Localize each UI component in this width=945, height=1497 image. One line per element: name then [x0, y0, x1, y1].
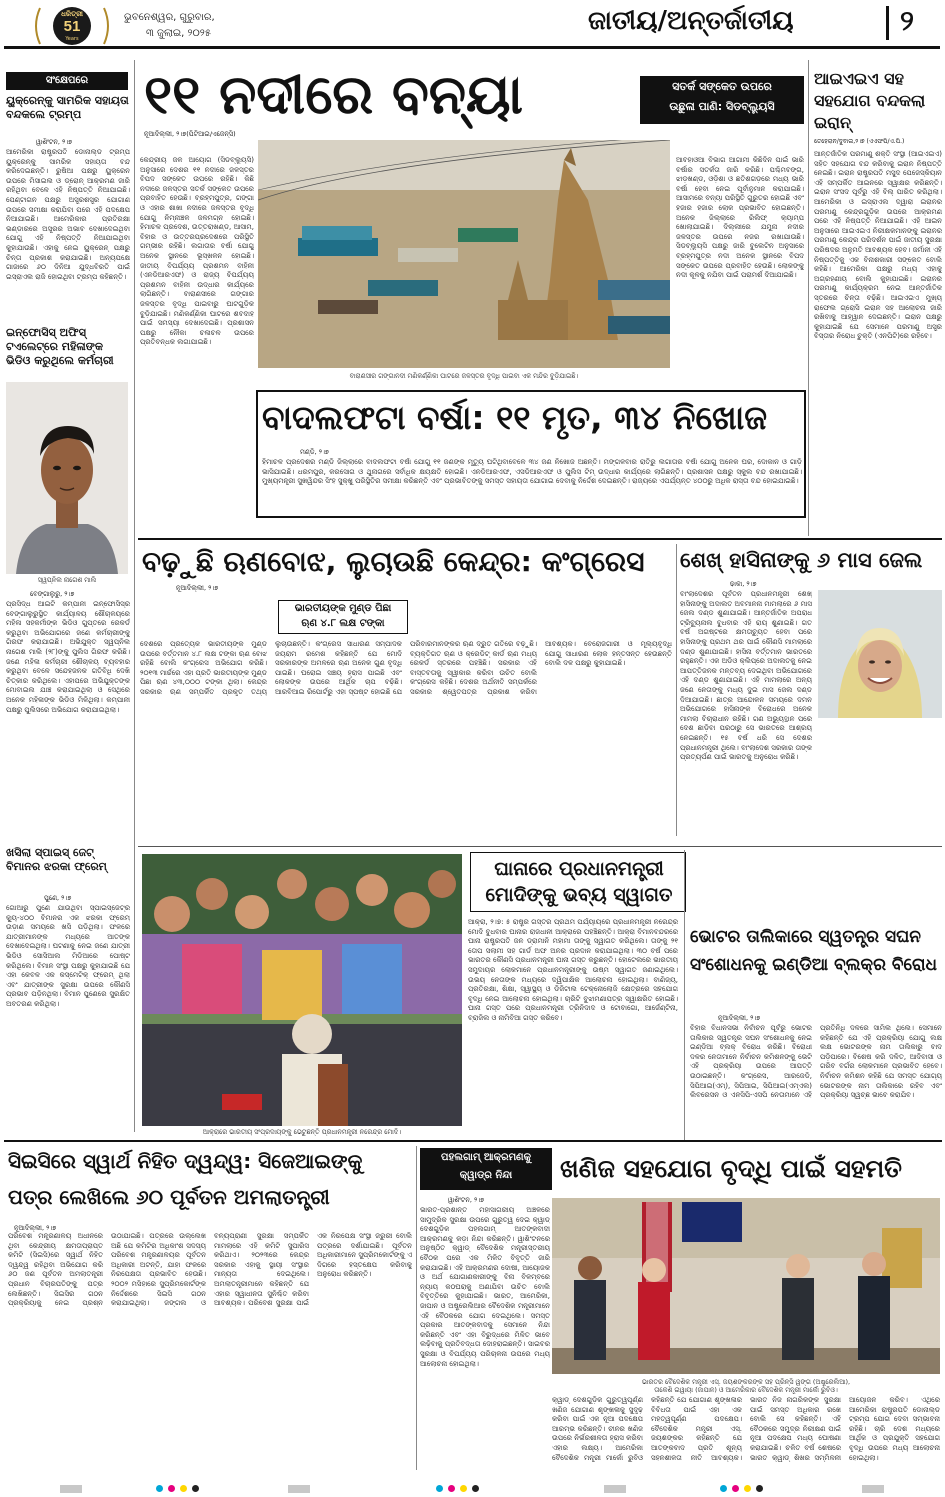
voters-headline-line2: ସଂଶୋଧନକୁ ଇଣ୍ଡିଆ ବ୍ଲକ୍‌ର ବିରୋଧ [690, 955, 938, 975]
brief-dateline-infosys: ବେଙ୍ଗାଲୁରୁ, ୨।୭ [30, 590, 75, 598]
modi-headline-line2: ମୋଦିଙ୍କୁ ଭବ୍ୟ ସ୍ୱାଗତ [485, 884, 673, 906]
registration-black-dot [192, 1485, 199, 1492]
flood-dateline: ନୂଆଦିଲ୍ଲୀ, ୨।୭(ପିଟିଆଇ/ଏଜେନ୍ସି) [144, 130, 236, 138]
registration-black-dot-3 [756, 1485, 763, 1492]
brief-headline-ukraine: ୟୁକ୍ରେନ୍‌କୁ ସାମରିକ ସହାୟତା ବନ୍ଦକଲେ ଟ୍ରମ୍ପ [6, 94, 129, 121]
registration-yellow-dot-3 [744, 1485, 751, 1492]
hasina-dateline: ଢାକା, ୨।୭ [730, 580, 757, 588]
voters-body: ବିହାର ବିଧାନସଭା ନିର୍ବାଚନ ପୂର୍ବରୁ ଭୋଟର ତାଲିକାର ସ୍ୱତନ୍ତ୍ର ସଘନ ସଂଶୋଧନକୁ ନେଇ ଇଣ୍ଡିଆ ବ୍ଲକ୍ ବିରୋଧ କରିଛି। ବିରୋଧୀ ଦଳର ନେତାମାନେ ନିର୍ବାଚନ କମିଶନଙ୍କୁ ଭେଟି ଏହି ପ୍ରକ୍ରିୟା ଉପରେ ଆପତ୍ତି ଉଠାଇଛନ୍ତି। କଂଗ୍ରେସ, ଆରଜେଡି, ସିପିଆଇ(ଏମ୍), ସିପିଆଇ, ସିପିଆଇ(ଏମ୍ଏଲ) ଲିବରେସନ ଓ ଏନସିପି-ଏସପି ନେତାମାନେ ଏହି ପ୍ରତିନିଧି ଦଳରେ ସାମିଲ ଥିଲେ। ସେମାନେ କହିଛନ୍ତି ଯେ ଏହି ପ୍ରକ୍ରିୟା ଯୋଗୁ ଲକ୍ଷ ଲକ୍ଷ ଭୋଟରଙ୍କ ନାମ ତାଲିକାରୁ ବାଦ ପଡ଼ିପାରେ। ବିଶେଷ କରି ଦଳିତ, ଆଦିବାସୀ ଓ ଗରିବ ବର୍ଗର ଲୋକମାନେ ପ୍ରଭାବିତ ହେବେ। ନିର୍ବାଚନ କମିଶନ କହିଛି ଯେ ସମସ୍ତ ଯୋଗ୍ୟ ଭୋଟରଙ୍କ ନାମ ତାଲିକାରେ ରହିବ ଏବଂ ପ୍ରକ୍ରିୟା ସ୍ୱଚ୍ଛ ଭାବେ କରାଯିବ। [690, 1024, 942, 1100]
pahalgam-tag-line1: ପହଲଗାମ୍ ଆକ୍ରମଣକୁ [440, 1152, 531, 1163]
registration-black-dot-2 [472, 1485, 479, 1492]
registration-magenta-dot-2 [448, 1485, 455, 1492]
cji-quad-divider [416, 1146, 417, 1470]
cloudburst-dateline: ମଣ୍ଡି, ୨।୭ [300, 448, 329, 456]
masthead-logo [30, 4, 114, 48]
flood-kicker-top: ସତର୍କ ସଙ୍କେତ ଉପରେ [672, 80, 772, 93]
masthead-date-line1: ଭୁବନେଶ୍ୱର, ଗୁରୁବାର, [124, 12, 215, 23]
flood-kicker-bottom: ଉଛୁଳା ପାଣି: ସିଡବ୍ଲ୍ୟୁସି [669, 100, 775, 113]
registration-block-4 [862, 1485, 884, 1493]
flood-photo-caption: ବାରାଣସୀର ଗଙ୍ଗାନଦୀ ମଣିକର୍ଣ୍ଣିକା ଘାଟରେ ଜଳସ୍ତର ବୃଦ୍ଧି ପାଇବା ଏକ ମନ୍ଦିର ବୁଡ଼ିଯାଇଛି। [349, 372, 579, 380]
congress-body: ଦେଶରେ ପ୍ରତ୍ୟେକ ଭାରତୀୟଙ୍କ ମୁଣ୍ଡ ଉପରେ ବର୍ତ୍ତମାନ ୪.୮ ଲକ୍ଷ ଟଙ୍କା ଋଣ ବୋଝ ରହିଛି ବୋଲି କଂଗ୍ରେସ ଅଭିଯୋଗ କରିଛି। ୨୦୧୩ ମାର୍ଚ୍ଚରେ ଏହା ପ୍ରତି ଭାରତୀୟଙ୍କ ମୁଣ୍ଡ ପିଛା ଋଣ ୪୩,୦୦୦ ଟଙ୍କା ଥିଲା। କେନ୍ଦ୍ର ସରକାର ଋଣ ସମ୍ପର୍କିତ ପ୍ରକୃତ ତଥ୍ୟ ଲୁଚାଉଛନ୍ତି। କଂଗ୍ରେସ ସାଧାରଣ ସମ୍ପାଦକ ଜୟରାମ ରମେଶ କହିଛନ୍ତି ଯେ ମୋଦି ସରକାରଙ୍କ ଅମଳରେ ଋଣ ଅନେକ ଗୁଣ ବୃଦ୍ଧି ପାଇଛି। ଘରୋଇ ସଞ୍ଚୟ ହ୍ରାସ ପାଇଛି ଏବଂ ଲୋକଙ୍କ ଉପରେ ଆର୍ଥିକ ଚାପ ବଢ଼ିଛି। ଆରବିଆଇ ରିପୋର୍ଟରୁ ଏହା ସ୍ପଷ୍ଟ ହୋଇଛି ଯେ ପରିବାରମାନଙ୍କର ଋଣ ଦ୍ରୁତ ଗତିରେ ବଢ଼ୁଛି। ବ୍ୟକ୍ତିଗତ ଋଣ ଓ କ୍ରେଡିଟ୍ କାର୍ଡ ଋଣ ମଧ୍ୟ ରେକର୍ଡ ସ୍ତରରେ ପହଞ୍ଚିଛି। ସରକାର ଏହି ବାସ୍ତବତାକୁ ସ୍ୱୀକାର କରିବା ଉଚିତ ବୋଲି କଂଗ୍ରେସ କହିଛି। ଦେଶର ଅର୍ଥନୀତି ସମ୍ପର୍କରେ ସରକାର ଶ୍ୱେତପତ୍ର ପ୍ରକାଶ କରିବା ଆବଶ୍ୟକ। ବେରୋଜଗାରୀ ଓ ମୂଲ୍ୟବୃଦ୍ଧି ଯୋଗୁ ସାଧାରଣ ଲୋକ ହନ୍ତସନ୍ତ ହେଉଛନ୍ତି ବୋଲି ଦଳ ପକ୍ଷରୁ କୁହାଯାଇଛି। [140, 640, 672, 696]
registration-magenta-dot-3 [732, 1485, 739, 1492]
registration-block-3 [604, 1485, 626, 1493]
cji-dateline: ନୂଆଦିଲ୍ଲୀ, ୨।୭ [14, 1224, 57, 1232]
registration-yellow-dot [180, 1485, 187, 1492]
quad-ministers-photo [552, 1198, 940, 1374]
registration-yellow-dot-2 [460, 1485, 467, 1492]
logo-title: ଧରିତ୍ରୀ [61, 10, 83, 18]
registration-block-2 [288, 1485, 310, 1493]
modi-headline-box [470, 852, 686, 912]
registration-cyan-dot [156, 1485, 163, 1492]
modi-headline-line1: ଘାନାରେ ପ୍ରଧାନମନ୍ତ୍ରୀ [494, 858, 664, 880]
hasina-body-continued [818, 722, 942, 834]
logo-years-word: Years [65, 36, 79, 42]
modi-photo-caption: ଆକ୍ରାରେ ଭାରତୀୟ ସଂପ୍ରଦାୟଙ୍କୁ ଭେଟୁଛନ୍ତି ପ୍ରଧାନମନ୍ତ୍ରୀ ନରେନ୍ଦ୍ର ମୋଦି। [202, 1128, 402, 1136]
pahalgam-body: ଭାରତ-ପ୍ରଶାନ୍ତ ମହାସାଗରୀୟ ଅଞ୍ଚଳରେ ସାମୁଦ୍ରିକ ସୁରକ୍ଷା ଉପରେ ଗୁରୁତ୍ୱ ଦେଇ କ୍ୱାଡ୍ ଦେଶଗୁଡ଼ିକ ପହଲଗାମ୍ ଆତଙ୍କବାଦୀ ଆକ୍ରମଣକୁ କଡ଼ା ନିନ୍ଦା କରିଛନ୍ତି। ୱାଶିଂଟନରେ ଅନୁଷ୍ଠିତ କ୍ୱାଡ୍ ବୈଦେଶିକ ମନ୍ତ୍ରୀସ୍ତରୀୟ ବୈଠକ ପରେ ଏକ ମିଳିତ ବିବୃତ୍ତି ଜାରି କରାଯାଇଛି। ଏହି ଆକ୍ରମଣର ଦୋଷୀ, ଆୟୋଜକ ଓ ଅର୍ଥ ଯୋଗାଣକାରୀଙ୍କୁ ବିନା ବିଳମ୍ବରେ ନ୍ୟାୟ କଠଘରାକୁ ଅଣାଯିବା ଉଚିତ ବୋଲି ବିବୃତ୍ତିରେ କୁହାଯାଇଛି। ଭାରତ, ଆମେରିକା, ଜାପାନ ଓ ଅଷ୍ଟ୍ରେଲିଆର ବୈଦେଶିକ ମନ୍ତ୍ରୀମାନେ ଏହି ବୈଠକରେ ଯୋଗ ଦେଇଥିଲେ। ସମସ୍ତ ପ୍ରକାର ଆତଙ୍କବାଦକୁ ସେମାନେ ନିନ୍ଦା କରିଛନ୍ତି ଏବଂ ଏହା ବିରୁଦ୍ଧରେ ମିଳିତ ଭାବେ ଲଢ଼ିବାକୁ ପ୍ରତିବଦ୍ଧତା ଦୋହରାଇଛନ୍ତି। ସାଇବର ସୁରକ୍ଷା ଓ ବିପର୍ଯ୍ୟୟ ପରିଚାଳନା ଉପରେ ମଧ୍ୟ ଆଲୋଚନା ହୋଇଥିଲା। [420, 1206, 550, 1368]
hasina-body: ବାଂଲାଦେଶର ପୂର୍ବତନ ପ୍ରଧାନମନ୍ତ୍ରୀ ଶେଖ୍ ହାସିନାଙ୍କୁ ଅଦାଲତ ଅବମାନନା ମାମଲାରେ ୬ ମାସ ଜେଲ ଦଣ୍ଡ ଶୁଣାଯାଇଛି। ଆନ୍ତର୍ଜାତିକ ଅପରାଧ ଟ୍ରିବ୍ୟୁନାଲ ବୁଧବାର ଏହି ରାୟ ଶୁଣାଇଛି। ଗତ ବର୍ଷ ଅଗଷ୍ଟରେ କ୍ଷମତାଚ୍ୟୁତ ହେବା ପରେ ହାସିନାଙ୍କୁ ପ୍ରଥମ ଥର ପାଇଁ କୌଣସି ମାମଲାରେ ଦଣ୍ଡ ଶୁଣାଯାଇଛି। ହାସିନା ବର୍ତ୍ତମାନ ଭାରତରେ ରହୁଛନ୍ତି। ଏକ ଅଡିଓ କ୍ଲିପ୍‌ରେ ଅଦାଲତକୁ ନେଇ ଆପତ୍ତିଜନକ ମନ୍ତବ୍ୟ ଦେଇଥିବା ଅଭିଯୋଗରେ ଏହି ଦଣ୍ଡ ଶୁଣାଯାଇଛି। ଏହି ମାମଲାରେ ଅନ୍ୟ ଜଣେ ନେତାଙ୍କୁ ମଧ୍ୟ ଦୁଇ ମାସ ଜେଲ ଦଣ୍ଡ ଦିଆଯାଇଛି। ଛାତ୍ର ଆନ୍ଦୋଳନ ସମୟରେ ଦମନ ଅଭିଯୋଗରେ ହାସିନାଙ୍କ ବିରୋଧରେ ଅନେକ ମାମଲା ବିଚାରାଧୀନ ରହିଛି। ଗଣ ଅଭ୍ୟୁତ୍ଥାନ ପରେ ଦେଶ ଛାଡ଼ିବା ପରଠାରୁ ସେ ଭାରତରେ ଆଶ୍ରୟ ନେଇଛନ୍ତି। ୧୫ ବର୍ଷ ଧରି ସେ ଦେଶର ପ୍ରଧାନମନ୍ତ୍ରୀ ଥିଲେ। ବାଂଲାଦେଶ ସରକାର ତାଙ୍କ ପ୍ରତ୍ୟର୍ପଣ ପାଇଁ ଭାରତକୁ ଅନୁରୋଧ କରିଛି। [680, 590, 812, 762]
cji-headline-line1: ସିଇସିରେ ସ୍ୱାର୍ଥ ନିହିତ ଦ୍ୱନ୍ଦ୍ୱ: ସିଜେଆଇଙ୍କୁ [8, 1149, 363, 1173]
masthead-rule [4, 46, 940, 49]
flood-body-col1: କେନ୍ଦ୍ରୀୟ ଜଳ ଆୟୋଗ (ସିଡବ୍ଲ୍ୟୁସି) ଅନୁସାରେ ଦେଶର ୧୧ ନଦୀରେ ଜଳସ୍ତର ବିପଦ ସଙ୍କେତ ଉପରେ ରହିଛି। କିଛି ନଦୀରେ ଜଳସ୍ତର ସତର୍କ ସଙ୍କେତ ଉପରେ ପ୍ରବାହିତ ହେଉଛି। ବ୍ରହ୍ମପୁତ୍ର, ଗଙ୍ଗା ଓ ଏହାର ଶାଖା ନଦୀରେ ଜଳସ୍ତର ବୃଦ୍ଧି ଯୋଗୁ ନିମ୍ନାଞ୍ଚଳ ଜଳମଗ୍ନ ହୋଇଛି। ହିମାଚଳ ପ୍ରଦେଶ, ଉତ୍ତରାଖଣ୍ଡ, ଆସାମ, ବିହାର ଓ ଉତ୍ତରପ୍ରଦେଶରେ ପରିସ୍ଥିତି ଗମ୍ଭୀର ରହିଛି। ଲଗାତାର ବର୍ଷା ଯୋଗୁ ଅନେକ ସ୍ଥାନରେ ଭୂସ୍ଖଳନ ହୋଇଛି। ଜାତୀୟ ବିପର୍ଯ୍ୟୟ ପ୍ରଶମନ ବାହିନୀ (ଏନଡିଆରଏଫ) ଓ ରାଜ୍ୟ ବିପର୍ଯ୍ୟୟ ପ୍ରଶମନ ବାହିନୀ ଉଦ୍ଧାର କାର୍ଯ୍ୟରେ ଲାଗିଛନ୍ତି। ବାରାଣସୀରେ ଗଙ୍ଗାର ଜଳସ୍ତର ବୃଦ୍ଧି ପାଇବାରୁ ଘାଟଗୁଡ଼ିକ ବୁଡ଼ିଯାଇଛି। ମଣିକର୍ଣ୍ଣିକା ଘାଟରେ ଶବଦାହ ପାଇଁ ସମସ୍ୟା ଦେଖାଦେଇଛି। ପ୍ରଶାସନ ପକ୍ଷରୁ ନୌକା ଚଳାଚଳ ଉପରେ ପ୍ରତିବନ୍ଧକ ଲଗାଯାଇଛି। [140, 156, 254, 347]
brief-body-spicejet: ଗୋଆରୁ ପୁଣେ ଯାଉଥିବା ସ୍ପାଇସ୍‌ଜେଟ୍‌ର କ୍ୟୁ-୪୦୦ ବିମାନର ଏକ ଝରକା ଫ୍ରେମ୍ ଉଡ଼ାଣ ସମୟରେ ଖସି ପଡ଼ିଥିଲା। ଫଳରେ ଯାତ୍ରୀମାନଙ୍କ ମଧ୍ୟରେ ଆତଙ୍କ ଦେଖାଦେଇଥିଲା। ଘଟଣାକୁ ନେଇ ଜଣେ ଯାତ୍ରୀ ଭିଡିଓ ସୋସିଆଲ ମିଡିଆରେ ପୋଷ୍ଟ କରିଥିଲେ। ବିମାନ ସଂସ୍ଥା ପକ୍ଷରୁ କୁହାଯାଇଛି ଯେ ଏହା କେବଳ ଏକ କସ୍‌ମେଟିକ୍ ଫ୍ରେମ୍ ଥିଲା ଏବଂ ଯାତ୍ରୀଙ୍କ ସୁରକ୍ଷା ଉପରେ କୌଣସି ପ୍ରଭାବ ପଡ଼ିନଥିଲା। ବିମାନ ପୁଣେରେ ସୁରକ୍ଷିତ ଅବତରଣ କରିଥିଲା। [6, 904, 130, 1008]
pahalgam-tag-line2: କ୍ୱାଡ୍‌ର ନିନ୍ଦା [459, 1170, 513, 1181]
cji-headline-line2: ପତ୍ର ଲେଖିଲେ ୬୦ ପୂର୍ବତନ ଅମଲାତନ୍ତ୍ରୀ [8, 1185, 330, 1209]
iaea-dateline: ତେହେରାନ/ଦୁବାଇ,୨।୭ (ଏଏଫପି/ଏ.ପି.) [814, 138, 905, 145]
mid-section-rule [138, 846, 942, 847]
logo-years-number: 51 [63, 18, 81, 35]
voters-headline-line1: ଭୋଟର ତାଲିକାରେ ସ୍ୱତନ୍ତ୍ର ସଘନ [690, 927, 921, 947]
page-number: ୨ [900, 4, 914, 37]
congress-debt-box-line2: ଋଣ ୪.୮ ଲକ୍ଷ ଟଙ୍କା [301, 618, 385, 629]
voters-dateline: ନୂଆଦିଲ୍ଲୀ, ୨।୭ [718, 1014, 761, 1022]
iaea-headline: ଆଇଏଇଏ ସହ ସହଯୋଗ ବନ୍ଦକଲା ଇରାନ୍ [814, 69, 926, 132]
iaea-body: ଆନ୍ତର୍ଜାତିକ ପରମାଣୁ ଶକ୍ତି ସଂସ୍ଥା (ଆଇଏଇଏ) ସହିତ ସହଯୋଗ ବନ୍ଦ କରିବାକୁ ଇରାନ ନିଷ୍ପତ୍ତି ନେଇଛି। ଇରାନ ରାଷ୍ଟ୍ରପତି ମସୁଦ ପେଜେସ୍କିୟାନ ଏହି ସମ୍ପର୍କିତ ଆଇନରେ ସ୍ୱାକ୍ଷର କରିଛନ୍ତି। ଇରାନ ସଂସଦ ପୂର୍ବରୁ ଏହି ବିଲ୍ ପାରିତ କରିଥିଲା। ଆମେରିକା ଓ ଇସ୍ରାଏଲ ଦ୍ୱାରା ଇରାନର ପରମାଣୁ କେନ୍ଦ୍ରଗୁଡ଼ିକ ଉପରେ ଆକ୍ରମଣ ପରେ ଏହି ନିଷ୍ପତ୍ତି ନିଆଯାଇଛି। ଏହି ଆଇନ ଅନୁସାରେ ଆଇଏଇଏ ନିରୀକ୍ଷକମାନଙ୍କୁ ଇରାନର ପରମାଣୁ କେନ୍ଦ୍ର ପରିଦର୍ଶନ ପାଇଁ ଜାତୀୟ ସୁରକ୍ଷା ପରିଷଦର ଅନୁମତି ଆବଶ୍ୟକ ହେବ। ଜର୍ମାନୀ ଏହି ନିଷ୍ପତ୍ତିକୁ ଏକ ବିନାଶକାରୀ ସଙ୍କେତ ବୋଲି କହିଛି। ଆମେରିକା ପକ୍ଷରୁ ମଧ୍ୟ ଏହାକୁ ଅଗ୍ରହଣୀୟ ବୋଲି କୁହାଯାଇଛି। ଇରାନର ପରମାଣୁ କାର୍ଯ୍ୟକ୍ରମ ନେଇ ଆନ୍ତର୍ଜାତିକ ସ୍ତରରେ ଚିନ୍ତା ବଢ଼ିଛି। ଆଇଏଇଏ ମୁଖ୍ୟ ରାଫେଲ ଗ୍ରୋସି ଇରାନ ସହ ଆଲୋଚନା ଜାରି ରଖିବାକୁ ଆହ୍ୱାନ ଦେଇଛନ୍ତି। ଇରାନ ପକ୍ଷରୁ କୁହାଯାଇଛି ଯେ ସେମାନେ ପରମାଣୁ ଅସ୍ତ୍ର ବିସ୍ତାର ନିରୋଧ ଚୁକ୍ତି (ଏନପିଟି)ରେ ରହିବେ। [814, 150, 942, 341]
minerals-headline: ଖଣିଜ ସହଯୋଗ ବୃଦ୍ଧି ପାଇଁ ସହମତି [560, 1154, 902, 1183]
brief-headline-spicejet: ଖସିଲା ସ୍ପାଇସ୍ ଜେଟ୍ ବିମାନର ଝରକା ଫ୍ରେମ୍ [6, 846, 107, 873]
cloudburst-body: ହିମାଚଳ ପ୍ରଦେଶର ମଣ୍ଡି ଜିଲ୍ଲାରେ ବାଦଲଫଟା ବର୍ଷା ଯୋଗୁ ୧୧ ଜଣଙ୍କ ମୃତ୍ୟୁ ଘଟିଥିବାବେଳେ ୩୪ ଜଣ ନିଖୋଜ ଅଛନ୍ତି। ମଙ୍ଗଳବାର ରାତିରୁ ଲଗାତାର ବର୍ଷା ଯୋଗୁ ଅନେକ ଘର, ଦୋକାନ ଓ ଗାଡ଼ି ଭାସିଯାଇଛି। ଧରମପୁର, କରସୋଗ ଓ ଥୁନାଗରେ ସର୍ବାଧିକ କ୍ଷୟକ୍ଷତି ହୋଇଛି। ଏନଡିଆରଏଫ, ଏସଡିଆରଏଫ ଓ ପୁଲିସ ଟିମ୍ ଉଦ୍ଧାର କାର୍ଯ୍ୟରେ ଲାଗିଛନ୍ତି। ପ୍ରଶାସନ ପକ୍ଷରୁ ସ୍କୁଲ ବନ୍ଦ ରଖାଯାଇଛି। ମୁଖ୍ୟମନ୍ତ୍ରୀ ସୁଖୱିନ୍ଦର ସିଂହ ସୁକ୍ଖୁ ପରିସ୍ଥିତିର ସମୀକ୍ଷା କରିଛନ୍ତି ଏବଂ ପ୍ରଭାବିତଙ୍କୁ ସମସ୍ତ ସହାୟତା ଯୋଗାଇ ଦେବାକୁ ନିର୍ଦ୍ଦେଶ ଦେଇଛନ୍ତି। ରାଜ୍ୟରେ ଏପର୍ଯ୍ୟନ୍ତ ୪୦୦ରୁ ଅଧିକ ରାସ୍ତା ବନ୍ଦ ହୋଇଯାଇଛି। [262, 458, 802, 486]
minerals-photo-caption-line2: ତାକେଶି ଇୱାୟା (ଜାପାନ) ଓ ଆମେରିକାର ବୈଦେଶିକ ମନ୍ତ୍ରୀ ମାର୍କୋ ରୁବିଓ। [654, 1386, 838, 1394]
hasina-photo [818, 590, 942, 718]
flood-photo [258, 140, 670, 368]
cloudburst-headline: ବାଦଲଫଟା ବର୍ଷା: ୧୧ ମୃତ, ୩୪ ନିଖୋଜ [262, 398, 768, 437]
registration-cyan-dot-3 [720, 1485, 727, 1492]
brief-body-ukraine: ଆମେରିକା ରାଷ୍ଟ୍ରପତି ଡୋନାଲ୍ଡ ଟ୍ରମ୍ପ ୟୁକ୍ରେନ୍‌କୁ ସାମରିକ ସହାୟତା ବନ୍ଦ କରିଦେଇଛନ୍ତି। ରୁଷିଆ ପକ୍ଷରୁ ୟୁକ୍ରେନ ଉପରେ ମିସାଇଲ ଓ ଡ୍ରୋନ୍ ଆକ୍ରମଣ ଜାରି ରହିଥିବା ବେଳେ ଏହି ନିଷ୍ପତ୍ତି ନିଆଯାଇଛି। ପେଣ୍ଟାଗନ ପକ୍ଷରୁ ଅସ୍ତ୍ରଶସ୍ତ୍ର ଯୋଗାଣ ଉପରେ ସମୀକ୍ଷା କରାଯିବା ପରେ ଏହି ପଦକ୍ଷେପ ନିଆଯାଇଛି। ଆମେରିକାର ପ୍ରତିରକ୍ଷା ଭଣ୍ଡାରରେ ଅସ୍ତ୍ରର ଅଭାବ ଦେଖାଦେଇଥିବା ଯୋଗୁ ଏହି ନିଷ୍ପତ୍ତି ନିଆଯାଇଥିବା କୁହାଯାଉଛି। ଏହାକୁ ନେଇ ୟୁକ୍ରେନ୍ ପକ୍ଷରୁ ଚିନ୍ତା ପ୍ରକାଶ କରାଯାଇଛି। ଅନ୍ୟପକ୍ଷେ ଗାଜାରେ ୬୦ ଦିନିଆ ଯୁଦ୍ଧବିରତି ପାଇଁ ଇସ୍ରାଏଲ ରାଜି ହୋଇଥିବା ଟ୍ରମ୍ପ କହିଛନ୍ତି। [6, 148, 130, 281]
pahalgam-dateline: ୱାଶିଂଟନ, ୨।୭ [448, 1196, 485, 1204]
brief-portrait-caption: ସ୍ୱପ୍ନିଲ ନାଗେଶ ମାଲି [37, 576, 97, 584]
registration-cyan-dot-2 [436, 1485, 443, 1492]
minerals-body: କ୍ୱାଡ୍ ଦେଶଗୁଡ଼ିକ ଗୁରୁତ୍ୱପୂର୍ଣ୍ଣ ଖଣିଜ ଯୋଗାଣ ଶୃଙ୍ଖଳାକୁ ସୁଦୃଢ଼ କରିବା ପାଇଁ ଏକ ନୂଆ ପଦକ୍ଷେପ ଆରମ୍ଭ କରିଛନ୍ତି। ଚୀନର ଖଣିଜ ଉପରେ ନିର୍ଭରଶୀଳତା ହ୍ରାସ କରିବା ଏହାର ଲକ୍ଷ୍ୟ। ଆମେରିକା ବୈଦେଶିକ ମନ୍ତ୍ରୀ ମାର୍କୋ ରୁବିଓ କହିଛନ୍ତି ଯେ ଯୋଗାଣ ଶୃଙ୍ଖଳାର ବିବିଧତା ପାଇଁ ଏହା ଏକ ମହତ୍ୱପୂର୍ଣ୍ଣ ପଦକ୍ଷେପ। ବୈଦେଶିକ ମନ୍ତ୍ରୀ ଏସ୍. ଜୟଶଙ୍କର କହିଛନ୍ତି ଯେ ଆତଙ୍କବାଦ ପ୍ରତି ଶୂନ୍ୟ ସହନଶୀଳତା ନୀତି ଆବଶ୍ୟକ। ଭାରତ ନିଜ ନାଗରିକଙ୍କ ସୁରକ୍ଷା ପାଇଁ ସମସ୍ତ ଅଧିକାର ରଖେ ବୋଲି ସେ କହିଛନ୍ତି। ଏହି ବୈଠକରେ ସମୁଦ୍ର ନିରୀକ୍ଷଣ ପାଇଁ ନୂଆ ପଦକ୍ଷେପ ମଧ୍ୟ ଘୋଷଣା କରାଯାଇଛି। ଚଳିତ ବର୍ଷ ଶେଷରେ ଭାରତ କ୍ୱାଡ୍ ଶିଖର ସମ୍ମିଳନୀ ଆୟୋଜନ କରିବ। ଏଥିରେ ଆମେରିକା ରାଷ୍ଟ୍ରପତି ଡୋନାଲ୍ଡ ଟ୍ରମ୍ପ ଯୋଗ ଦେବା ସମ୍ଭାବନା ରହିଛି। ଚାରି ଦେଶ ମଧ୍ୟରେ ଆର୍ଥିକ ଓ ପ୍ରଯୁକ୍ତି ସହଯୋଗ ବୃଦ୍ଧି ଉପରେ ମଧ୍ୟ ଆଲୋଚନା ହୋଇଥିଲା। [552, 1396, 940, 1462]
brief-dateline-ukraine: ୱାଶିଂଟନ, ୨।୭ [36, 138, 73, 146]
congress-hasina-divider [676, 544, 677, 836]
modi-body: ଆକ୍ରା, ୨।୭: ୫ ରାଷ୍ଟ୍ର ଗସ୍ତର ପ୍ରଥମ ପର୍ଯ୍ୟାୟରେ ପ୍ରଧାନମନ୍ତ୍ରୀ ନରେନ୍ଦ୍ର ମୋଦି ବୁଧବାର ଘାନାର ରାଜଧାନୀ ଆକ୍ରାରେ ପହଞ୍ଚିଛନ୍ତି। ଆକ୍ରା ବିମାନବନ୍ଦରରେ ଘାନା ରାଷ୍ଟ୍ରପତି ଜନ ଡ୍ରାମାନି ମହାମା ତାଙ୍କୁ ସ୍ୱାଗତ କରିଥିଲେ। ତାଙ୍କୁ ୨୧ ତୋପ ସଲାମୀ ସହ ଗାର୍ଡ ଅଫ ଅନର ପ୍ରଦାନ କରାଯାଇଥିଲା। ୩୦ ବର୍ଷ ପରେ ଭାରତର କୌଣସି ପ୍ରଧାନମନ୍ତ୍ରୀ ଘାନା ଗସ୍ତ କରୁଛନ୍ତି। ହୋଟେଲରେ ଭାରତୀୟ ସମୁଦାୟର ଲୋକମାନେ ପ୍ରଧାନମନ୍ତ୍ରୀଙ୍କୁ ଉଷ୍ମ ସ୍ୱାଗତ ଜଣାଇଥିଲେ। ଉଭୟ ନେତାଙ୍କ ମଧ୍ୟରେ ଦ୍ୱିପାକ୍ଷିକ ଆଲୋଚନା ହୋଇଥିଲା। ବାଣିଜ୍ୟ, ପ୍ରତିରକ୍ଷା, ଶିକ୍ଷା, ସ୍ୱାସ୍ଥ୍ୟ ଓ ଡିଜିଟାଲ ଟେକ୍ନୋଲୋଜି କ୍ଷେତ୍ରରେ ସହଯୋଗ ବୃଦ୍ଧି ନେଇ ଆଲୋଚନା ହୋଇଥିଲା। ଚାରିଟି ବୁଝାମଣାପତ୍ର ସ୍ୱାକ୍ଷରିତ ହୋଇଛି। ଘାନା ଗସ୍ତ ପରେ ପ୍ରଧାନମନ୍ତ୍ରୀ ତ୍ରିନିଦାଦ ଓ ଟୋବାଗୋ, ଆର୍ଜେଣ୍ଟିନା, ବ୍ରାଜିଲ ଓ ନାମିବିଆ ଗସ୍ତ କରିବେ। [468, 918, 678, 1022]
congress-dateline: ନୂଆଦିଲ୍ଲୀ, ୨।୭ [176, 584, 219, 592]
registration-block-1 [60, 1485, 82, 1493]
brief-label: ସଂକ୍ଷେପରେ [6, 72, 128, 90]
flood-headline: ୧୧ ନଦୀରେ ବନ୍ୟା [144, 63, 523, 126]
registration-magenta-dot [168, 1485, 175, 1492]
congress-debt-box-line1: ଭାରତୀୟଙ୍କ ମୁଣ୍ଡ ପିଛା [294, 603, 392, 614]
modi-photo [142, 854, 462, 1126]
brief-headline-infosys: ଇନ୍‌ଫୋସିସ୍ ଅଫିସ୍ ଟଏଲେଟ୍‌ରେ ମହିଳାଙ୍କ ଭିଡିଓ କରୁଥିଲେ କର୍ମଚାରୀ [6, 326, 114, 367]
congress-headline: ବଢ଼ୁଛି ଋଣବୋଝ, ଲୁଚାଉଛି କେନ୍ଦ୍ର: କଂଗ୍ରେସ [142, 545, 645, 578]
masthead-vertical-divider [886, 6, 889, 40]
flood-iaea-divider [808, 60, 809, 536]
upper-section-rule [138, 538, 942, 540]
brief-dateline-spicejet: ପୁଣେ, ୨।୭ [44, 894, 72, 902]
modi-voters-divider [684, 850, 685, 1140]
hasina-headline: ଶେଖ୍ ହାସିନାଙ୍କୁ ୬ ମାସ ଜେଲ [680, 548, 923, 572]
brief-portrait-photo [6, 382, 128, 574]
section-title: ଜାତୀୟ/ଅନ୍ତର୍ଜାତୀୟ [588, 6, 794, 36]
minerals-photo-caption-line1: ଭାରତର ବୈଦେଶିକ ମନ୍ତ୍ରୀ ଏସ୍. ଜୟଶଙ୍କରଙ୍କ ସହ ପ୍ରିନ୍‌ସି ୱଙ୍ଗ (ଅଷ୍ଟ୍ରେଲିଆ), [641, 1378, 851, 1386]
cji-body: ପରିବେଶ ମନ୍ତ୍ରଣାଳୟ ଅଧୀନରେ ଥିବା କେନ୍ଦ୍ରୀୟ କ୍ଷମତାପ୍ରାପ୍ତ କମିଟି (ସିଇସି)ରେ ସ୍ୱାର୍ଥ ନିହିତ ଦ୍ୱନ୍ଦ୍ୱ ରହିଥିବା ଅଭିଯୋଗ କରି ୬୦ ଜଣ ପୂର୍ବତନ ଅମଲାତନ୍ତ୍ରୀ ପ୍ରଧାନ ବିଚାରପତିଙ୍କୁ ପତ୍ର ଲେଖିଛନ୍ତି। ସିଇସିର ଗଠନ ପ୍ରକ୍ରିୟାକୁ ନେଇ ପ୍ରଶ୍ନ ଉଠାଯାଇଛି। ପତ୍ରରେ ଉଲ୍ଲେଖ ଅଛି ଯେ କମିଟିର ଅଧିକାଂଶ ସଦସ୍ୟ ପରିବେଶ ମନ୍ତ୍ରଣାଳୟର ପୂର୍ବତନ ଅଧିକାରୀ ଅଟନ୍ତି, ଯାହା ଫଳରେ ନିରପେକ୍ଷତା ପ୍ରଭାବିତ ହେଉଛି। ୨୦୦୨ ମସିହାରେ ସୁପ୍ରିମକୋର୍ଟଙ୍କ ନିର୍ଦ୍ଦେଶରେ ସିଇସି ଗଠନ କରାଯାଇଥିଲା। ଜଙ୍ଗଲ ଓ ବନ୍ୟପ୍ରାଣୀ ସୁରକ୍ଷା ସମ୍ପର୍କିତ ମାମଲାରେ ଏହି କମିଟି ସୁପାରିସ କରିଥାଏ। ୨୦୨୩ରେ କେନ୍ଦ୍ର ସରକାର ଏହାକୁ ସ୍ଥାୟୀ ସଂସ୍ଥାର ମାନ୍ୟତା ଦେଇଥିଲେ। ଅମଲାତନ୍ତ୍ରୀମାନେ କହିଛନ୍ତି ଯେ ଏହାର ସ୍ୱାଧୀନତା ସୁନିଶ୍ଚିତ କରିବା ଆବଶ୍ୟକ। ପରିବେଶ ସୁରକ୍ଷା ପାଇଁ ଏକ ନିରପେକ୍ଷ ସଂସ୍ଥା ଜରୁରୀ ବୋଲି ପତ୍ରରେ ଦର୍ଶାଯାଇଛି। ପୂର୍ବତନ ଅଧିକାରୀମାନେ ସୁପ୍ରିମକୋର୍ଟଙ୍କୁ ଏ ଦିଗରେ ହସ୍ତକ୍ଷେପ କରିବାକୁ ଅନୁରୋଧ କରିଛନ୍ତି। [8, 1232, 412, 1308]
left-column-divider [134, 60, 135, 1132]
flood-body-col2: ଆବହାଓଆ ବିଭାଗ ଆଗାମୀ କିଛିଦିନ ପାଇଁ ଭାରି ବର୍ଷାର ସତର୍କତା ଜାରି କରିଛି। ପଶ୍ଚିମବଙ୍ଗ, ଝାଡ଼ଖଣ୍ଡ, ଓଡ଼ିଶା ଓ ଛତିଶଗଡ଼ରେ ମଧ୍ୟ ଭାରି ବର୍ଷା ହେବା ନେଇ ପୂର୍ବାନୁମାନ କରାଯାଇଛି। ଆସାମରେ ବନ୍ୟା ପରିସ୍ଥିତି ଗୁରୁତର ହୋଇଛି ଏବଂ ହଜାର ହଜାର ଲୋକ ପ୍ରଭାବିତ ହୋଇଛନ୍ତି। ଅନେକ ଜିଲ୍ଲାରେ ରିଲିଫ୍ କ୍ୟାମ୍ପ ଖୋଲାଯାଇଛି। ଦିଲ୍ଲୀରେ ଯମୁନା ନଦୀର ଜଳସ୍ତର ଉପରେ ନଜର ରଖାଯାଉଛି। ସିଡବ୍ଲ୍ୟୁସି ପକ୍ଷରୁ ଜାରି ବୁଲେଟିନ ଅନୁସାରେ ବ୍ରହ୍ମପୁତ୍ର ନଦୀ ଅନେକ ସ୍ଥାନରେ ବିପଦ ସଙ୍କେତ ଉପରେ ପ୍ରବାହିତ ହେଉଛି। ଲୋକଙ୍କୁ ନଦୀ କୂଳକୁ ନଯିବା ପାଇଁ ପରାମର୍ଶ ଦିଆଯାଇଛି। [676, 156, 804, 280]
brief-body-infosys: ପ୍ରସିଦ୍ଧ ଆଇଟି କମ୍ପାନୀ ଇନ୍‌ଫୋସିସ୍‌ର ବେଙ୍ଗାଲୁରୁସ୍ଥିତ କାର୍ଯ୍ୟାଳୟ ଶୌଚାଳୟରେ ମହିଳା ସହକର୍ମୀଙ୍କ ଭିଡିଓ ଗୁପ୍ତରେ ରେକର୍ଡ କରୁଥିବା ଅଭିଯୋଗରେ ଜଣେ କର୍ମଚାରୀଙ୍କୁ ଗିରଫ କରାଯାଇଛି। ଅଭିଯୁକ୍ତ ସ୍ୱପ୍ନିଲ ନାଗେଶ ମାଲି (୨୮)ଙ୍କୁ ପୁଲିସ ଗିରଫ କରିଛି। ଜଣେ ମହିଳା କର୍ମଚାରୀ ଶୌଚାଳୟ ବ୍ୟବହାର କରୁଥିବା ବେଳେ ସନ୍ଦେହଜନକ ଗତିବିଧି ଦେଖି ଚିତ୍କାର କରିଥିଲେ। ଏହାପରେ ଅଭିଯୁକ୍ତଙ୍କ ମୋବାଇଲ ଯାଞ୍ଚ କରାଯାଇଥିଲା ଓ ସେଥିରେ ଅନେକ ମହିଳାଙ୍କ ଭିଡିଓ ମିଳିଥିଲା। କମ୍ପାନୀ ପକ୍ଷରୁ ପୁଲିସରେ ଅଭିଯୋଗ କରାଯାଇଥିଲା। [6, 600, 130, 714]
lower-section-rule [4, 1140, 942, 1142]
masthead-date-line2: ୩ ଜୁଲାଇ, ୨୦୨୫ [146, 28, 211, 39]
